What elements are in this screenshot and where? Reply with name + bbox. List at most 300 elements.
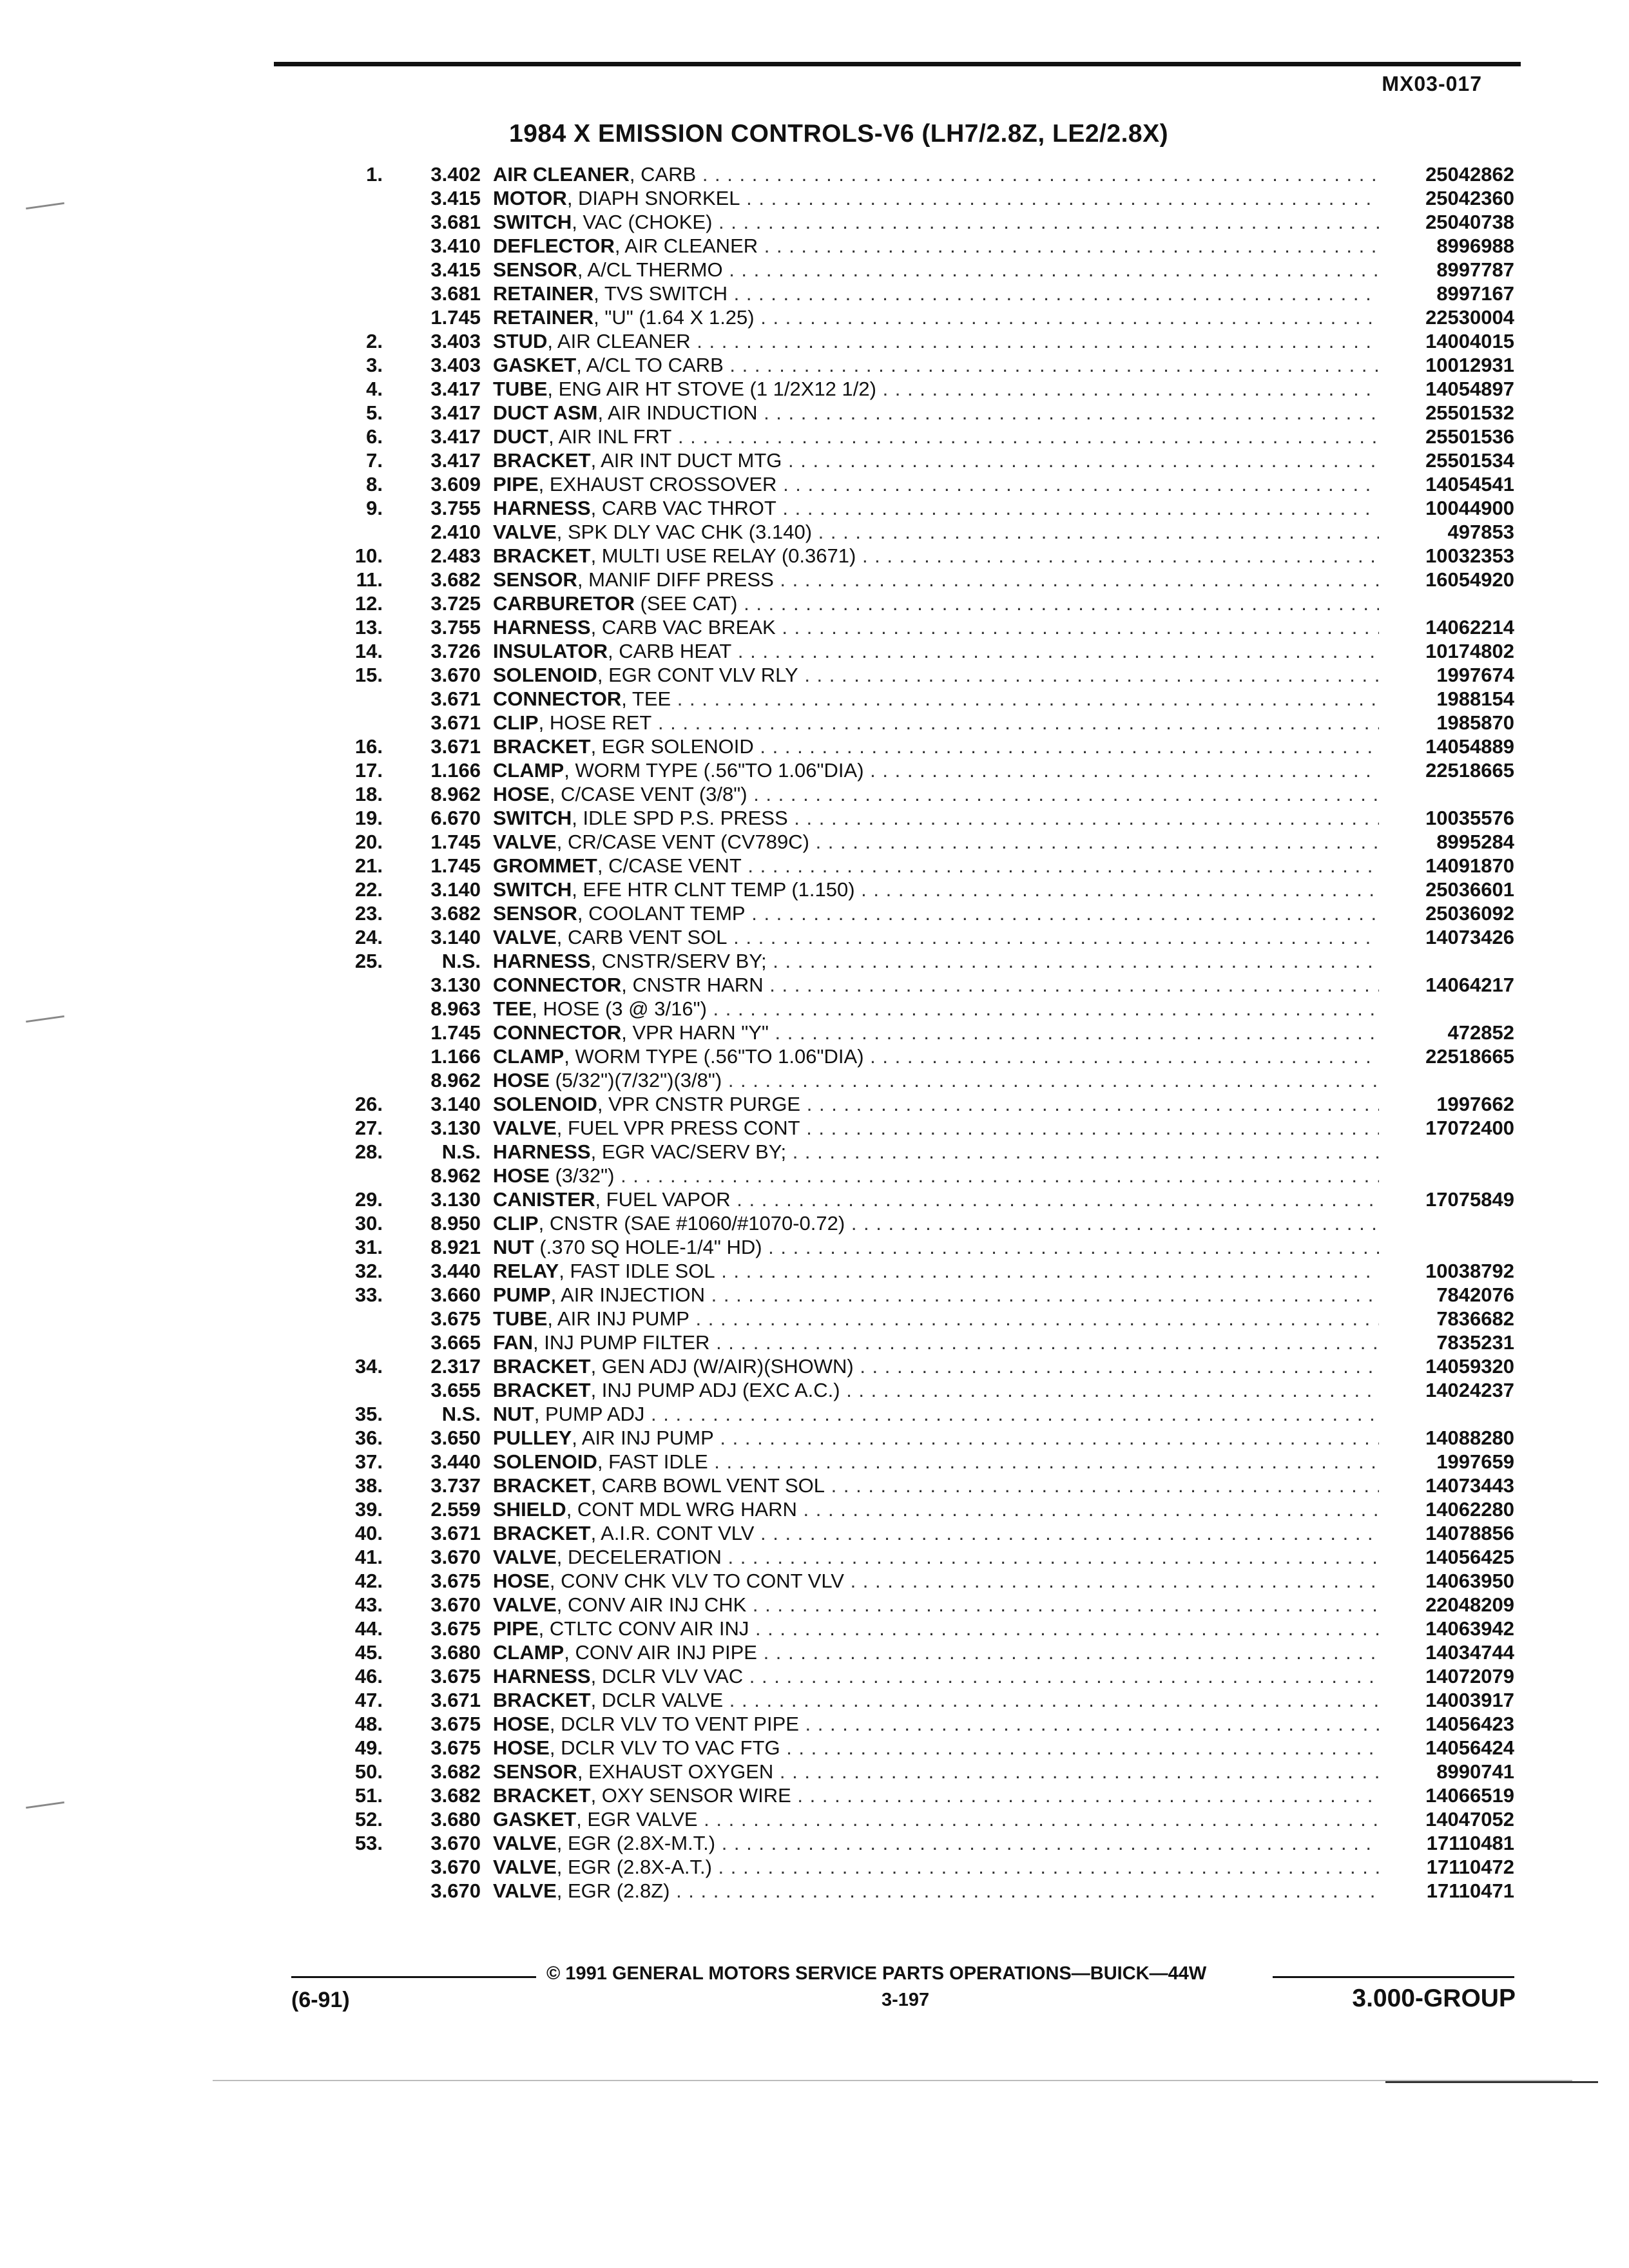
part-number: 14054541 (1382, 472, 1514, 496)
part-row (335, 806, 1514, 830)
part-number: 1985870 (1382, 711, 1514, 735)
group-number: 2.410 (430, 521, 481, 543)
ref-number: 39. (354, 1498, 383, 1521)
part-description (493, 782, 1379, 806)
part-modifier: , FAST IDLE (597, 1450, 708, 1473)
ref-number: 53. (354, 1832, 383, 1854)
part-modifier: , INJ PUMP ADJ (EXC A.C.) (590, 1379, 840, 1401)
ref-number: 29. (354, 1188, 383, 1211)
group-number: 3.671 (430, 711, 481, 734)
part-description (493, 568, 1379, 591)
ref-number: 49. (354, 1736, 383, 1759)
part-number: 497853 (1382, 520, 1514, 544)
ref-number: 37. (354, 1450, 383, 1473)
ref-number: 48. (354, 1713, 383, 1735)
part-number: 8990741 (1382, 1760, 1514, 1783)
part-row (335, 997, 1514, 1021)
ref-number: 18. (354, 783, 383, 805)
part-row (335, 1211, 1514, 1235)
part-modifier: , DCLR VLV TO VENT PIPE (549, 1713, 799, 1735)
part-number: 1997659 (1382, 1450, 1514, 1474)
part-number: 14062214 (1382, 615, 1514, 639)
group-number: 3.670 (430, 1593, 481, 1616)
part-row (335, 687, 1514, 711)
part-row (335, 568, 1514, 591)
part-row (335, 1831, 1514, 1855)
group-number: 3.655 (430, 1379, 481, 1401)
part-number: 22518665 (1382, 1044, 1514, 1068)
part-number: 14088280 (1382, 1426, 1514, 1450)
part-row (335, 1426, 1514, 1450)
part-row (335, 1378, 1514, 1402)
part-number: 14073443 (1382, 1474, 1514, 1497)
group-number: 3.440 (430, 1260, 481, 1282)
part-modifier: , EGR (2.8Z) (556, 1879, 670, 1902)
ref-number: 27. (354, 1117, 383, 1139)
part-row (335, 1259, 1514, 1283)
part-noun: HOSE (493, 783, 550, 805)
group-number: 3.726 (430, 640, 481, 662)
part-number: 14003917 (1382, 1688, 1514, 1712)
part-modifier: , AIR CLEANER (547, 330, 691, 352)
part-noun: DUCT (493, 425, 549, 448)
part-row (335, 830, 1514, 854)
part-noun: BRACKET (493, 1784, 591, 1807)
part-row (335, 1068, 1514, 1092)
part-modifier: , AIR INJ PUMP (572, 1427, 714, 1449)
group-number: 3.660 (430, 1283, 481, 1306)
part-modifier: , TVS SWITCH (593, 282, 728, 305)
part-row (335, 973, 1514, 997)
part-noun: CARBURETOR (493, 592, 635, 615)
part-row (335, 1331, 1514, 1354)
part-noun: BRACKET (493, 1689, 591, 1711)
part-noun: BRACKET (493, 1474, 591, 1497)
part-number: 25501534 (1382, 448, 1514, 472)
part-row (335, 186, 1514, 210)
part-modifier: , CARB HEAT (607, 640, 732, 662)
part-description (493, 401, 1379, 425)
part-number: 14062280 (1382, 1497, 1514, 1521)
part-row (335, 162, 1514, 186)
part-modifier: , CONT MDL WRG HARN (566, 1498, 797, 1521)
part-description (493, 186, 1379, 210)
ref-number: 44. (354, 1617, 383, 1640)
part-noun: VALVE (493, 521, 557, 543)
part-modifier: , EGR VALVE (576, 1808, 698, 1831)
part-row (335, 353, 1514, 377)
part-number: 10174802 (1382, 639, 1514, 663)
group-number: 8.963 (430, 997, 481, 1020)
footer-date: (6-91) (291, 1988, 350, 2012)
part-noun: RETAINER (493, 282, 594, 305)
group-number: 3.417 (430, 425, 481, 448)
part-description (493, 1640, 1379, 1664)
ref-number: 5. (366, 401, 383, 424)
part-row (335, 1283, 1514, 1307)
ref-number: 52. (354, 1808, 383, 1831)
group-number: 3.670 (430, 1546, 481, 1568)
ref-number: 38. (354, 1474, 383, 1497)
group-number: 3.670 (430, 664, 481, 686)
part-description (493, 1068, 1379, 1092)
part-number: 1997662 (1382, 1092, 1514, 1116)
part-noun: INSULATOR (493, 640, 608, 662)
part-row (335, 1783, 1514, 1807)
ref-number: 15. (354, 664, 383, 686)
part-description (493, 687, 1379, 711)
edge-mark (26, 1802, 64, 1809)
ref-number: 30. (354, 1212, 383, 1235)
part-row (335, 282, 1514, 305)
part-modifier: (SEE CAT) (634, 592, 738, 615)
group-number: 8.950 (430, 1212, 481, 1235)
part-modifier: , EGR SOLENOID (590, 735, 754, 758)
part-modifier: , EGR (2.8X-M.T.) (556, 1832, 716, 1854)
part-modifier: , CONV AIR INJ PIPE (564, 1641, 757, 1664)
ref-number: 51. (354, 1784, 383, 1807)
part-number: 17110472 (1382, 1855, 1514, 1879)
part-row (335, 878, 1514, 901)
part-number: 14004015 (1382, 329, 1514, 353)
ref-number: 46. (354, 1665, 383, 1687)
part-number: 22518665 (1382, 758, 1514, 782)
part-row (335, 1807, 1514, 1831)
part-description (493, 1474, 1379, 1497)
part-number: 17072400 (1382, 1116, 1514, 1140)
group-number: 3.675 (430, 1307, 481, 1330)
part-description (493, 1140, 1379, 1164)
part-number: 14054897 (1382, 377, 1514, 401)
part-number: 14072079 (1382, 1664, 1514, 1688)
part-noun: SWITCH (493, 878, 572, 901)
part-description (493, 1021, 1379, 1044)
part-modifier: , IDLE SPD P.S. PRESS (572, 807, 788, 829)
group-number: 3.680 (430, 1641, 481, 1664)
part-number: 17110481 (1382, 1831, 1514, 1855)
part-description (493, 615, 1379, 639)
part-description (493, 282, 1379, 305)
part-number: 25040738 (1382, 210, 1514, 234)
part-description (493, 1426, 1379, 1450)
part-description (493, 1664, 1379, 1688)
group-number: 3.671 (430, 735, 481, 758)
part-modifier: (5/32")(7/32")(3/8") (549, 1069, 722, 1091)
part-row (335, 496, 1514, 520)
part-noun: GROMMET (493, 854, 597, 877)
part-modifier: , EXHAUST OXYGEN (577, 1760, 774, 1783)
part-noun: VALVE (493, 1856, 557, 1878)
part-row (335, 258, 1514, 282)
part-noun: BRACKET (493, 1379, 591, 1401)
group-number: 3.675 (430, 1617, 481, 1640)
group-number: 1.745 (430, 1021, 481, 1044)
part-description (493, 711, 1379, 735)
part-noun: DUCT ASM (493, 401, 598, 424)
ref-number: 20. (354, 831, 383, 853)
part-description (493, 1092, 1379, 1116)
ref-number: 47. (354, 1689, 383, 1711)
group-number: 3.140 (430, 878, 481, 901)
part-noun: HARNESS (493, 1665, 591, 1687)
top-rule (274, 62, 1521, 66)
part-row (335, 1497, 1514, 1521)
part-description (493, 1116, 1379, 1140)
part-row (335, 758, 1514, 782)
part-description (493, 854, 1379, 878)
part-modifier: , GEN ADJ (W/AIR)(SHOWN) (590, 1355, 854, 1378)
part-description (493, 1211, 1379, 1235)
part-row (335, 1688, 1514, 1712)
ref-number: 10. (354, 544, 383, 567)
part-modifier: , HOSE (3 @ 3/16") (532, 997, 707, 1020)
part-noun: BRACKET (493, 735, 591, 758)
part-number: 22530004 (1382, 305, 1514, 329)
part-noun: SHIELD (493, 1498, 566, 1521)
ref-number: 28. (354, 1140, 383, 1163)
doc-code: MX03-017 (1382, 72, 1482, 95)
ref-number: 24. (354, 926, 383, 948)
part-modifier: , CARB VAC THROT (590, 497, 776, 519)
part-noun: CLAMP (493, 1045, 564, 1068)
group-number: 1.745 (430, 306, 481, 329)
ref-number: 41. (354, 1546, 383, 1568)
part-modifier: , CARB (629, 163, 697, 186)
group-number: N.S. (441, 1140, 481, 1163)
part-noun: STUD (493, 330, 548, 352)
part-row (335, 1617, 1514, 1640)
part-modifier: , COOLANT TEMP (577, 902, 746, 925)
part-modifier: , CNSTR (SAE #1060/#1070-0.72) (538, 1212, 845, 1235)
part-number: 16054920 (1382, 568, 1514, 591)
part-modifier: , DCLR VLV VAC (590, 1665, 744, 1687)
part-description (493, 591, 1379, 615)
part-description (493, 949, 1379, 973)
part-number: 10012931 (1382, 353, 1514, 377)
part-noun: HOSE (493, 1570, 550, 1592)
part-modifier: , PUMP ADJ (534, 1403, 645, 1425)
group-number: 3.403 (430, 330, 481, 352)
part-number: 10044900 (1382, 496, 1514, 520)
part-description (493, 162, 1379, 186)
ref-number: 50. (354, 1760, 383, 1783)
part-description (493, 1569, 1379, 1593)
part-row (335, 1521, 1514, 1545)
group-number: 3.682 (430, 902, 481, 925)
part-description (493, 1378, 1379, 1402)
part-modifier: , HOSE RET (538, 711, 652, 734)
group-number: 3.755 (430, 616, 481, 639)
part-description (493, 997, 1379, 1021)
ref-number: 34. (354, 1355, 383, 1378)
part-noun: CLIP (493, 1212, 539, 1235)
group-number: 3.130 (430, 974, 481, 996)
part-modifier: , CTLTC CONV AIR INJ (538, 1617, 749, 1640)
part-noun: SENSOR (493, 258, 577, 281)
group-number: 3.755 (430, 497, 481, 519)
part-noun: SENSOR (493, 902, 577, 925)
part-description (493, 1331, 1379, 1354)
ref-number: 7. (366, 449, 383, 472)
part-noun: SOLENOID (493, 1450, 597, 1473)
footer-credit: © 1991 GENERAL MOTORS SERVICE PARTS OPERATIONS—BUICK—44W (546, 1963, 1207, 1984)
group-number: 3.725 (430, 592, 481, 615)
footer-group: 3.000-GROUP (1352, 1984, 1516, 2012)
part-row (335, 1712, 1514, 1736)
part-modifier: , A/CL TO CARB (576, 354, 724, 376)
ref-number: 11. (356, 568, 383, 591)
part-noun: AIR CLEANER (493, 163, 630, 186)
part-description (493, 973, 1379, 997)
ref-number: 12. (354, 592, 383, 615)
part-number: 7842076 (1382, 1283, 1514, 1307)
part-modifier: , "U" (1.64 X 1.25) (593, 306, 755, 329)
part-row (335, 1855, 1514, 1879)
ref-number: 23. (354, 902, 383, 925)
part-noun: BRACKET (493, 1522, 591, 1544)
part-number: 14066519 (1382, 1783, 1514, 1807)
part-number: 25036601 (1382, 878, 1514, 901)
part-description (493, 758, 1379, 782)
group-number: 3.410 (430, 235, 481, 257)
part-number: 472852 (1382, 1021, 1514, 1044)
part-row (335, 1545, 1514, 1569)
ref-number: 45. (354, 1641, 383, 1664)
ref-number: 1. (366, 163, 383, 186)
group-number: 3.130 (430, 1188, 481, 1211)
group-number: 2.317 (430, 1355, 481, 1378)
ref-number: 35. (354, 1403, 383, 1425)
part-number: 14054889 (1382, 735, 1514, 758)
part-number: 7836682 (1382, 1307, 1514, 1331)
part-modifier: , CNSTR/SERV BY; (590, 950, 767, 972)
part-noun: GASKET (493, 354, 577, 376)
part-noun: CONNECTOR (493, 974, 622, 996)
part-modifier: , SPK DLY VAC CHK (3.140) (556, 521, 813, 543)
part-noun: SWITCH (493, 211, 572, 233)
part-noun: SENSOR (493, 1760, 577, 1783)
group-number: 1.745 (430, 831, 481, 853)
part-noun: VALVE (493, 1879, 557, 1902)
part-row (335, 1092, 1514, 1116)
part-modifier: , CNSTR HARN (621, 974, 764, 996)
part-noun: SENSOR (493, 568, 577, 591)
part-number: 14056425 (1382, 1545, 1514, 1569)
part-number: 14056424 (1382, 1736, 1514, 1760)
part-description (493, 1402, 1379, 1426)
part-modifier: , OXY SENSOR WIRE (590, 1784, 791, 1807)
part-description (493, 544, 1379, 568)
part-row (335, 1354, 1514, 1378)
part-description (493, 1497, 1379, 1521)
part-description (493, 448, 1379, 472)
part-modifier: , VAC (CHOKE) (572, 211, 713, 233)
ref-number: 4. (366, 378, 383, 400)
part-noun: TEE (493, 997, 532, 1020)
part-noun: VALVE (493, 1117, 557, 1139)
part-noun: VALVE (493, 1546, 557, 1568)
part-noun: CLAMP (493, 1641, 564, 1664)
group-number: 1.166 (430, 1045, 481, 1068)
group-number: 3.650 (430, 1427, 481, 1449)
part-modifier: , C/CASE VENT (3/8") (549, 783, 747, 805)
group-number: 3.671 (430, 1522, 481, 1544)
part-modifier: , ENG AIR HT STOVE (1 1/2X12 1/2) (547, 378, 876, 400)
part-noun: VALVE (493, 1832, 557, 1854)
group-number: 3.681 (430, 211, 481, 233)
part-row (335, 425, 1514, 448)
part-noun: CONNECTOR (493, 1021, 622, 1044)
part-number: 25036092 (1382, 901, 1514, 925)
part-noun: BRACKET (493, 1355, 591, 1378)
part-noun: CONNECTOR (493, 687, 622, 710)
part-noun: PUMP (493, 1283, 551, 1306)
ref-number: 19. (354, 807, 383, 829)
part-modifier: , MULTI USE RELAY (0.3671) (590, 544, 856, 567)
part-row (335, 1116, 1514, 1140)
part-row (335, 1664, 1514, 1688)
part-modifier: , C/CASE VENT (597, 854, 742, 877)
part-modifier: , A.I.R. CONT VLV (590, 1522, 755, 1544)
group-number: N.S. (441, 950, 481, 972)
part-noun: BRACKET (493, 449, 591, 472)
part-modifier: , EGR VAC/SERV BY; (590, 1140, 787, 1163)
part-modifier: (3/32") (549, 1164, 615, 1187)
part-description (493, 1593, 1379, 1617)
group-number: 3.670 (430, 1832, 481, 1854)
part-noun: HARNESS (493, 497, 591, 519)
part-modifier: , CARB VAC BREAK (590, 616, 776, 639)
part-description (493, 1807, 1379, 1831)
part-row (335, 1879, 1514, 1903)
part-row (335, 901, 1514, 925)
part-description (493, 1783, 1379, 1807)
part-number: 14078856 (1382, 1521, 1514, 1545)
part-number: 25042862 (1382, 162, 1514, 186)
part-noun: HOSE (493, 1713, 550, 1735)
part-noun: HOSE (493, 1736, 550, 1759)
part-number: 10032353 (1382, 544, 1514, 568)
group-number: 3.415 (430, 187, 481, 209)
edge-mark (26, 1015, 64, 1023)
part-number: 25501532 (1382, 401, 1514, 425)
part-description (493, 1354, 1379, 1378)
part-modifier: , EGR (2.8X-A.T.) (556, 1856, 712, 1878)
part-modifier: , DCLR VALVE (590, 1689, 724, 1711)
part-noun: PIPE (493, 1617, 539, 1640)
part-description (493, 1259, 1379, 1283)
bottom-rule (213, 2080, 1572, 2081)
part-row (335, 1474, 1514, 1497)
part-row (335, 210, 1514, 234)
part-modifier: , EXHAUST CROSSOVER (538, 473, 777, 495)
part-description (493, 329, 1379, 353)
group-number: 3.140 (430, 1093, 481, 1115)
part-number: 1997674 (1382, 663, 1514, 687)
part-noun: BRACKET (493, 544, 591, 567)
part-number: 14064217 (1382, 973, 1514, 997)
part-row (335, 782, 1514, 806)
group-number: 3.675 (430, 1713, 481, 1735)
part-modifier: , TEE (621, 687, 671, 710)
ref-number: 16. (354, 735, 383, 758)
group-number: 8.962 (430, 1164, 481, 1187)
part-noun: TUBE (493, 378, 548, 400)
ref-number: 21. (354, 854, 383, 877)
group-number: 3.680 (430, 1808, 481, 1831)
part-row (335, 1187, 1514, 1211)
part-number: 14063950 (1382, 1569, 1514, 1593)
